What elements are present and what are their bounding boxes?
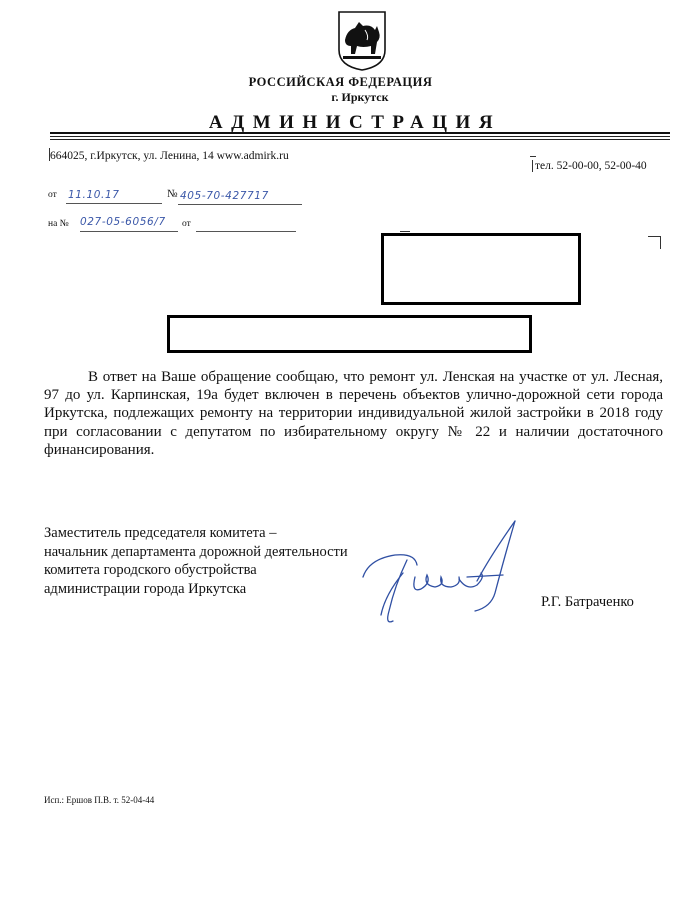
executor-note: Исп.: Ершов П.В. т. 52-04-44	[44, 795, 155, 805]
letter-body: В ответ на Ваше обращение сообщаю, что ремонт ул. Ленская на участке от ул. Лесная, 97 до ул. Карпинская, 19а будет включен в перечень объектов улично-дорожной сети города Иркутска, подлежащих ремонту на территории индивидуальной жилой застройки в 2018 году при согласовании с депутатом по избирательному округу № 22 и наличии достаточного финансирования.	[44, 369, 663, 458]
signatory-title-line: начальник департамента дорожной деятельности	[44, 543, 348, 560]
redacted-salutation-box	[167, 315, 532, 353]
from-date: 11.10.17	[68, 189, 120, 201]
reply-label: на №	[48, 219, 69, 229]
signatory-title	[44, 524, 348, 598]
header-rule-thin-1	[50, 136, 670, 137]
header-rule-thick	[50, 132, 670, 134]
address-line: 664025, г.Иркутск, ул. Ленина, 14 www.admirk.ru	[50, 150, 289, 162]
phones-line: тел. 52-00-00, 52-00-40	[532, 160, 647, 172]
coat-of-arms-icon	[337, 10, 387, 72]
number-sign: №	[167, 188, 178, 200]
reply-number-underline	[80, 231, 178, 232]
from-date-underline	[66, 203, 162, 204]
from-label: от	[48, 190, 57, 200]
address-tick	[400, 231, 410, 232]
city-title: г. Иркутск	[331, 90, 389, 104]
signatory-name: Р.Г. Батраченко	[541, 594, 634, 610]
reply-from-label: от	[182, 219, 191, 229]
signatory-title-line: администрации города Иркутска	[44, 580, 247, 597]
outgoing-number: 405-70-427717	[180, 190, 269, 202]
handwritten-signature-icon	[355, 515, 530, 630]
phones-bracket	[530, 156, 536, 157]
country-title: РОССИЙСКАЯ ФЕДЕРАЦИЯ	[248, 75, 433, 89]
signatory-title-line: комитета городского обустройства	[44, 562, 257, 578]
organization-title: АДМИНИСТРАЦИЯ	[208, 112, 502, 133]
reply-from-underline	[196, 231, 296, 232]
header-rule-thin-2	[50, 139, 670, 140]
signatory-title-line: Заместитель председателя комитета –	[44, 525, 277, 541]
outgoing-number-underline	[178, 204, 302, 205]
reply-number: 027-05-6056/7	[80, 216, 166, 228]
address-corner-mark	[648, 236, 661, 249]
redacted-recipient-box	[381, 233, 581, 305]
